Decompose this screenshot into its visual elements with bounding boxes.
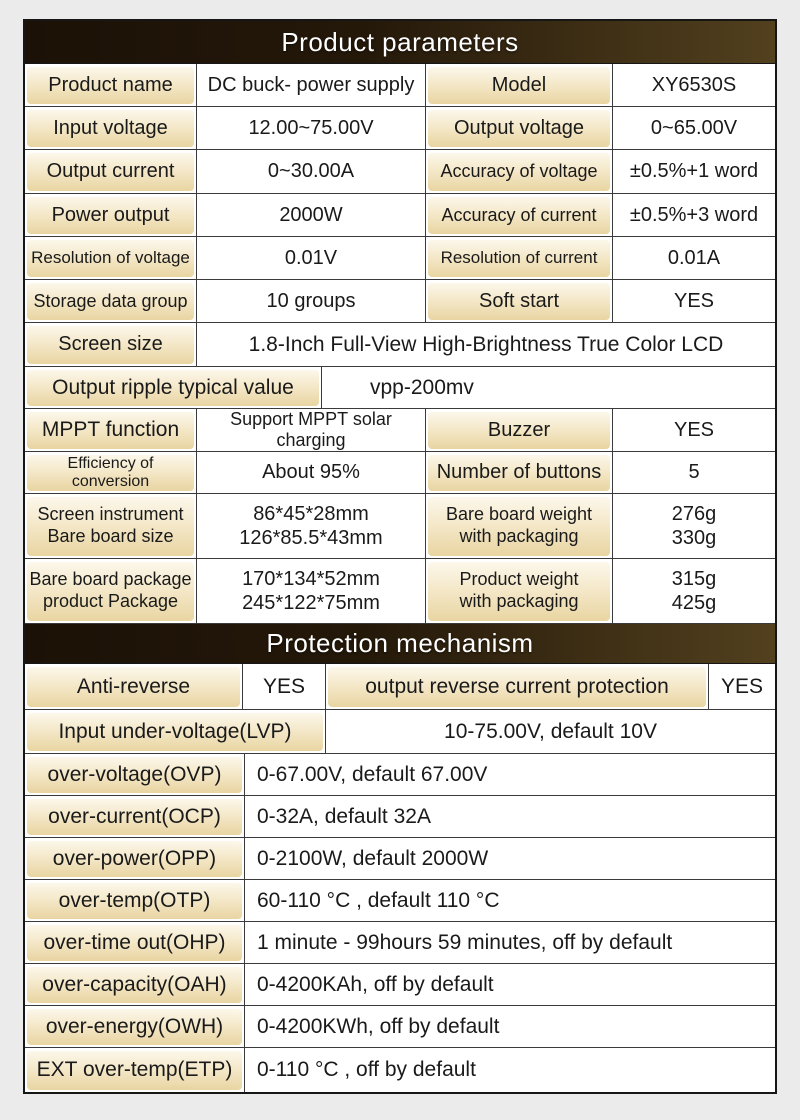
param-label-line1: Bare board package bbox=[29, 569, 192, 590]
param-value: ±0.5%+1 word bbox=[612, 150, 775, 193]
param-label: over-temp(OTP) bbox=[27, 882, 242, 919]
param-value-line2: 126*85.5*43mm bbox=[239, 527, 383, 549]
param-value: 0~30.00A bbox=[196, 150, 425, 193]
param-label: Input voltage bbox=[27, 109, 194, 147]
param-label: Buzzer bbox=[428, 411, 610, 449]
param-value: 60-110 °C , default 110 °C bbox=[244, 880, 775, 921]
row-otp bbox=[25, 880, 775, 922]
param-label-cell bbox=[25, 150, 196, 193]
param-value: 0-110 °C , off by default bbox=[244, 1048, 775, 1092]
param-label: output reverse current protection bbox=[328, 666, 706, 707]
param-value-line1: 170*134*52mm bbox=[242, 567, 380, 590]
param-value: 0-4200KAh, off by default bbox=[244, 964, 775, 1005]
param-label bbox=[27, 561, 194, 621]
param-value-line2: 330g bbox=[671, 527, 717, 549]
param-label-cell bbox=[25, 64, 196, 106]
param-label bbox=[428, 496, 610, 556]
param-value bbox=[612, 559, 775, 623]
param-label: Efficiency of conversion bbox=[27, 454, 194, 491]
param-value: 1 minute - 99hours 59 minutes, off by default bbox=[244, 922, 775, 963]
param-value: About 95% bbox=[196, 452, 425, 493]
param-label-cell bbox=[25, 107, 196, 149]
param-label: Accuracy of voltage bbox=[428, 152, 610, 191]
row-oah bbox=[25, 964, 775, 1006]
param-value-line2: 425g bbox=[671, 592, 717, 614]
row-anti-reverse bbox=[25, 664, 775, 710]
param-value bbox=[196, 559, 425, 623]
param-label: Storage data group bbox=[27, 282, 194, 320]
param-label-cell bbox=[25, 323, 196, 366]
row-owh bbox=[25, 1006, 775, 1048]
param-label-line2: product Package bbox=[42, 591, 179, 611]
param-label-cell bbox=[425, 280, 612, 322]
param-label: Number of buttons bbox=[428, 454, 610, 491]
param-label: MPPT function bbox=[27, 411, 194, 449]
param-label-cell bbox=[25, 367, 321, 408]
param-label-cell bbox=[425, 237, 612, 279]
row-product-model bbox=[25, 64, 775, 107]
row-ohp bbox=[25, 922, 775, 964]
param-label-cell bbox=[25, 559, 196, 623]
param-label-cell bbox=[25, 710, 325, 753]
param-value: YES bbox=[242, 664, 325, 709]
param-value bbox=[196, 494, 425, 558]
param-label-cell bbox=[425, 64, 612, 106]
param-label-cell bbox=[325, 664, 708, 709]
param-label: Output current bbox=[27, 152, 194, 191]
param-label: Input under-voltage(LVP) bbox=[27, 712, 323, 751]
param-label-cell bbox=[25, 1048, 244, 1092]
row-output-current-voltage-accuracy bbox=[25, 150, 775, 194]
section-title: Product parameters bbox=[281, 26, 519, 57]
param-label-line1: Screen instrument bbox=[37, 504, 184, 525]
section-header-product-parameters bbox=[25, 21, 775, 64]
param-label: Anti-reverse bbox=[27, 666, 240, 707]
row-input-output-voltage bbox=[25, 107, 775, 150]
param-label: over-energy(OWH) bbox=[27, 1008, 242, 1045]
row-screen-size bbox=[25, 323, 775, 367]
row-ovp bbox=[25, 754, 775, 796]
param-label-cell bbox=[25, 964, 244, 1005]
param-value-line1: 86*45*28mm bbox=[253, 502, 369, 525]
param-label-cell bbox=[25, 280, 196, 322]
param-value: XY6530S bbox=[612, 64, 775, 106]
param-label: Screen size bbox=[27, 325, 194, 364]
param-label: over-capacity(OAH) bbox=[27, 966, 242, 1003]
section-title: Protection mechanism bbox=[266, 628, 534, 658]
param-value: YES bbox=[708, 664, 775, 709]
param-label-cell bbox=[425, 559, 612, 623]
param-value-line1: 315g bbox=[671, 567, 717, 590]
param-value: 0.01V bbox=[196, 237, 425, 279]
param-label: Output ripple typical value bbox=[27, 369, 319, 406]
param-value: 12.00~75.00V bbox=[196, 107, 425, 149]
param-value: YES bbox=[612, 409, 775, 451]
param-value: 5 bbox=[612, 452, 775, 493]
param-value: 0.01A bbox=[612, 237, 775, 279]
param-label-cell bbox=[425, 494, 612, 558]
param-label-line1: Product weight bbox=[459, 569, 579, 590]
param-label: Output voltage bbox=[428, 109, 610, 147]
row-ocp bbox=[25, 796, 775, 838]
param-value: vpp-200mv bbox=[321, 367, 775, 408]
param-label bbox=[27, 496, 194, 556]
param-label-cell bbox=[25, 1006, 244, 1047]
row-storage-softstart bbox=[25, 280, 775, 323]
param-value bbox=[612, 494, 775, 558]
param-label-cell bbox=[425, 150, 612, 193]
param-value: 0-67.00V, default 67.00V bbox=[244, 754, 775, 795]
param-label-cell bbox=[25, 409, 196, 451]
param-label-cell bbox=[25, 922, 244, 963]
row-output-ripple bbox=[25, 367, 775, 409]
row-efficiency-buttons bbox=[25, 452, 775, 494]
param-label: over-time out(OHP) bbox=[27, 924, 242, 961]
param-label-cell bbox=[25, 664, 242, 709]
param-label bbox=[428, 561, 610, 621]
param-label-line2: Bare board size bbox=[47, 526, 174, 546]
param-value: DC buck- power supply bbox=[196, 64, 425, 106]
param-value: 1.8-Inch Full-View High-Brightness True Color LCD bbox=[196, 323, 775, 366]
param-label-cell bbox=[425, 452, 612, 493]
spec-table bbox=[23, 19, 777, 1094]
param-label: Power output bbox=[27, 196, 194, 234]
section-header-protection-mechanism bbox=[25, 624, 775, 664]
param-label: Accuracy of current bbox=[428, 196, 610, 234]
param-label-line1: Bare board weight bbox=[445, 504, 593, 525]
row-screen-instrument-size-weight bbox=[25, 494, 775, 559]
row-mppt-buzzer bbox=[25, 409, 775, 452]
param-value: ±0.5%+3 word bbox=[612, 194, 775, 236]
param-value: 2000W bbox=[196, 194, 425, 236]
param-label-cell bbox=[25, 838, 244, 879]
param-label: over-power(OPP) bbox=[27, 840, 242, 877]
param-value: 10-75.00V, default 10V bbox=[325, 710, 775, 753]
param-label-cell bbox=[25, 494, 196, 558]
param-label: Product name bbox=[27, 66, 194, 104]
param-label-cell bbox=[25, 237, 196, 279]
param-label-cell bbox=[425, 409, 612, 451]
param-label-cell bbox=[425, 107, 612, 149]
param-label-cell bbox=[25, 452, 196, 493]
param-label: Soft start bbox=[428, 282, 610, 320]
param-value: 0-4200KWh, off by default bbox=[244, 1006, 775, 1047]
row-etp bbox=[25, 1048, 775, 1092]
param-label-line2: with packaging bbox=[459, 526, 579, 546]
param-label-cell bbox=[25, 880, 244, 921]
param-label-cell bbox=[25, 194, 196, 236]
row-power-current-accuracy bbox=[25, 194, 775, 237]
param-label-cell bbox=[25, 796, 244, 837]
param-value: 0~65.00V bbox=[612, 107, 775, 149]
param-value-line1: 276g bbox=[671, 502, 717, 525]
row-package-size-weight bbox=[25, 559, 775, 624]
param-value: 0-2100W, default 2000W bbox=[244, 838, 775, 879]
param-label-cell bbox=[25, 754, 244, 795]
param-label: Model bbox=[428, 66, 610, 104]
param-label-line2: with packaging bbox=[459, 591, 579, 611]
row-resolution bbox=[25, 237, 775, 280]
param-label: over-current(OCP) bbox=[27, 798, 242, 835]
param-label-cell bbox=[425, 194, 612, 236]
param-value-line2: 245*122*75mm bbox=[242, 592, 380, 614]
param-label: Resolution of current bbox=[428, 239, 610, 277]
row-opp bbox=[25, 838, 775, 880]
param-label: over-voltage(OVP) bbox=[27, 756, 242, 793]
param-value: Support MPPT solar charging bbox=[196, 409, 425, 451]
param-value: 10 groups bbox=[196, 280, 425, 322]
param-label: Resolution of voltage bbox=[27, 239, 194, 277]
param-value: YES bbox=[612, 280, 775, 322]
param-value: 0-32A, default 32A bbox=[244, 796, 775, 837]
param-label: EXT over-temp(ETP) bbox=[27, 1050, 242, 1090]
row-lvp bbox=[25, 710, 775, 754]
